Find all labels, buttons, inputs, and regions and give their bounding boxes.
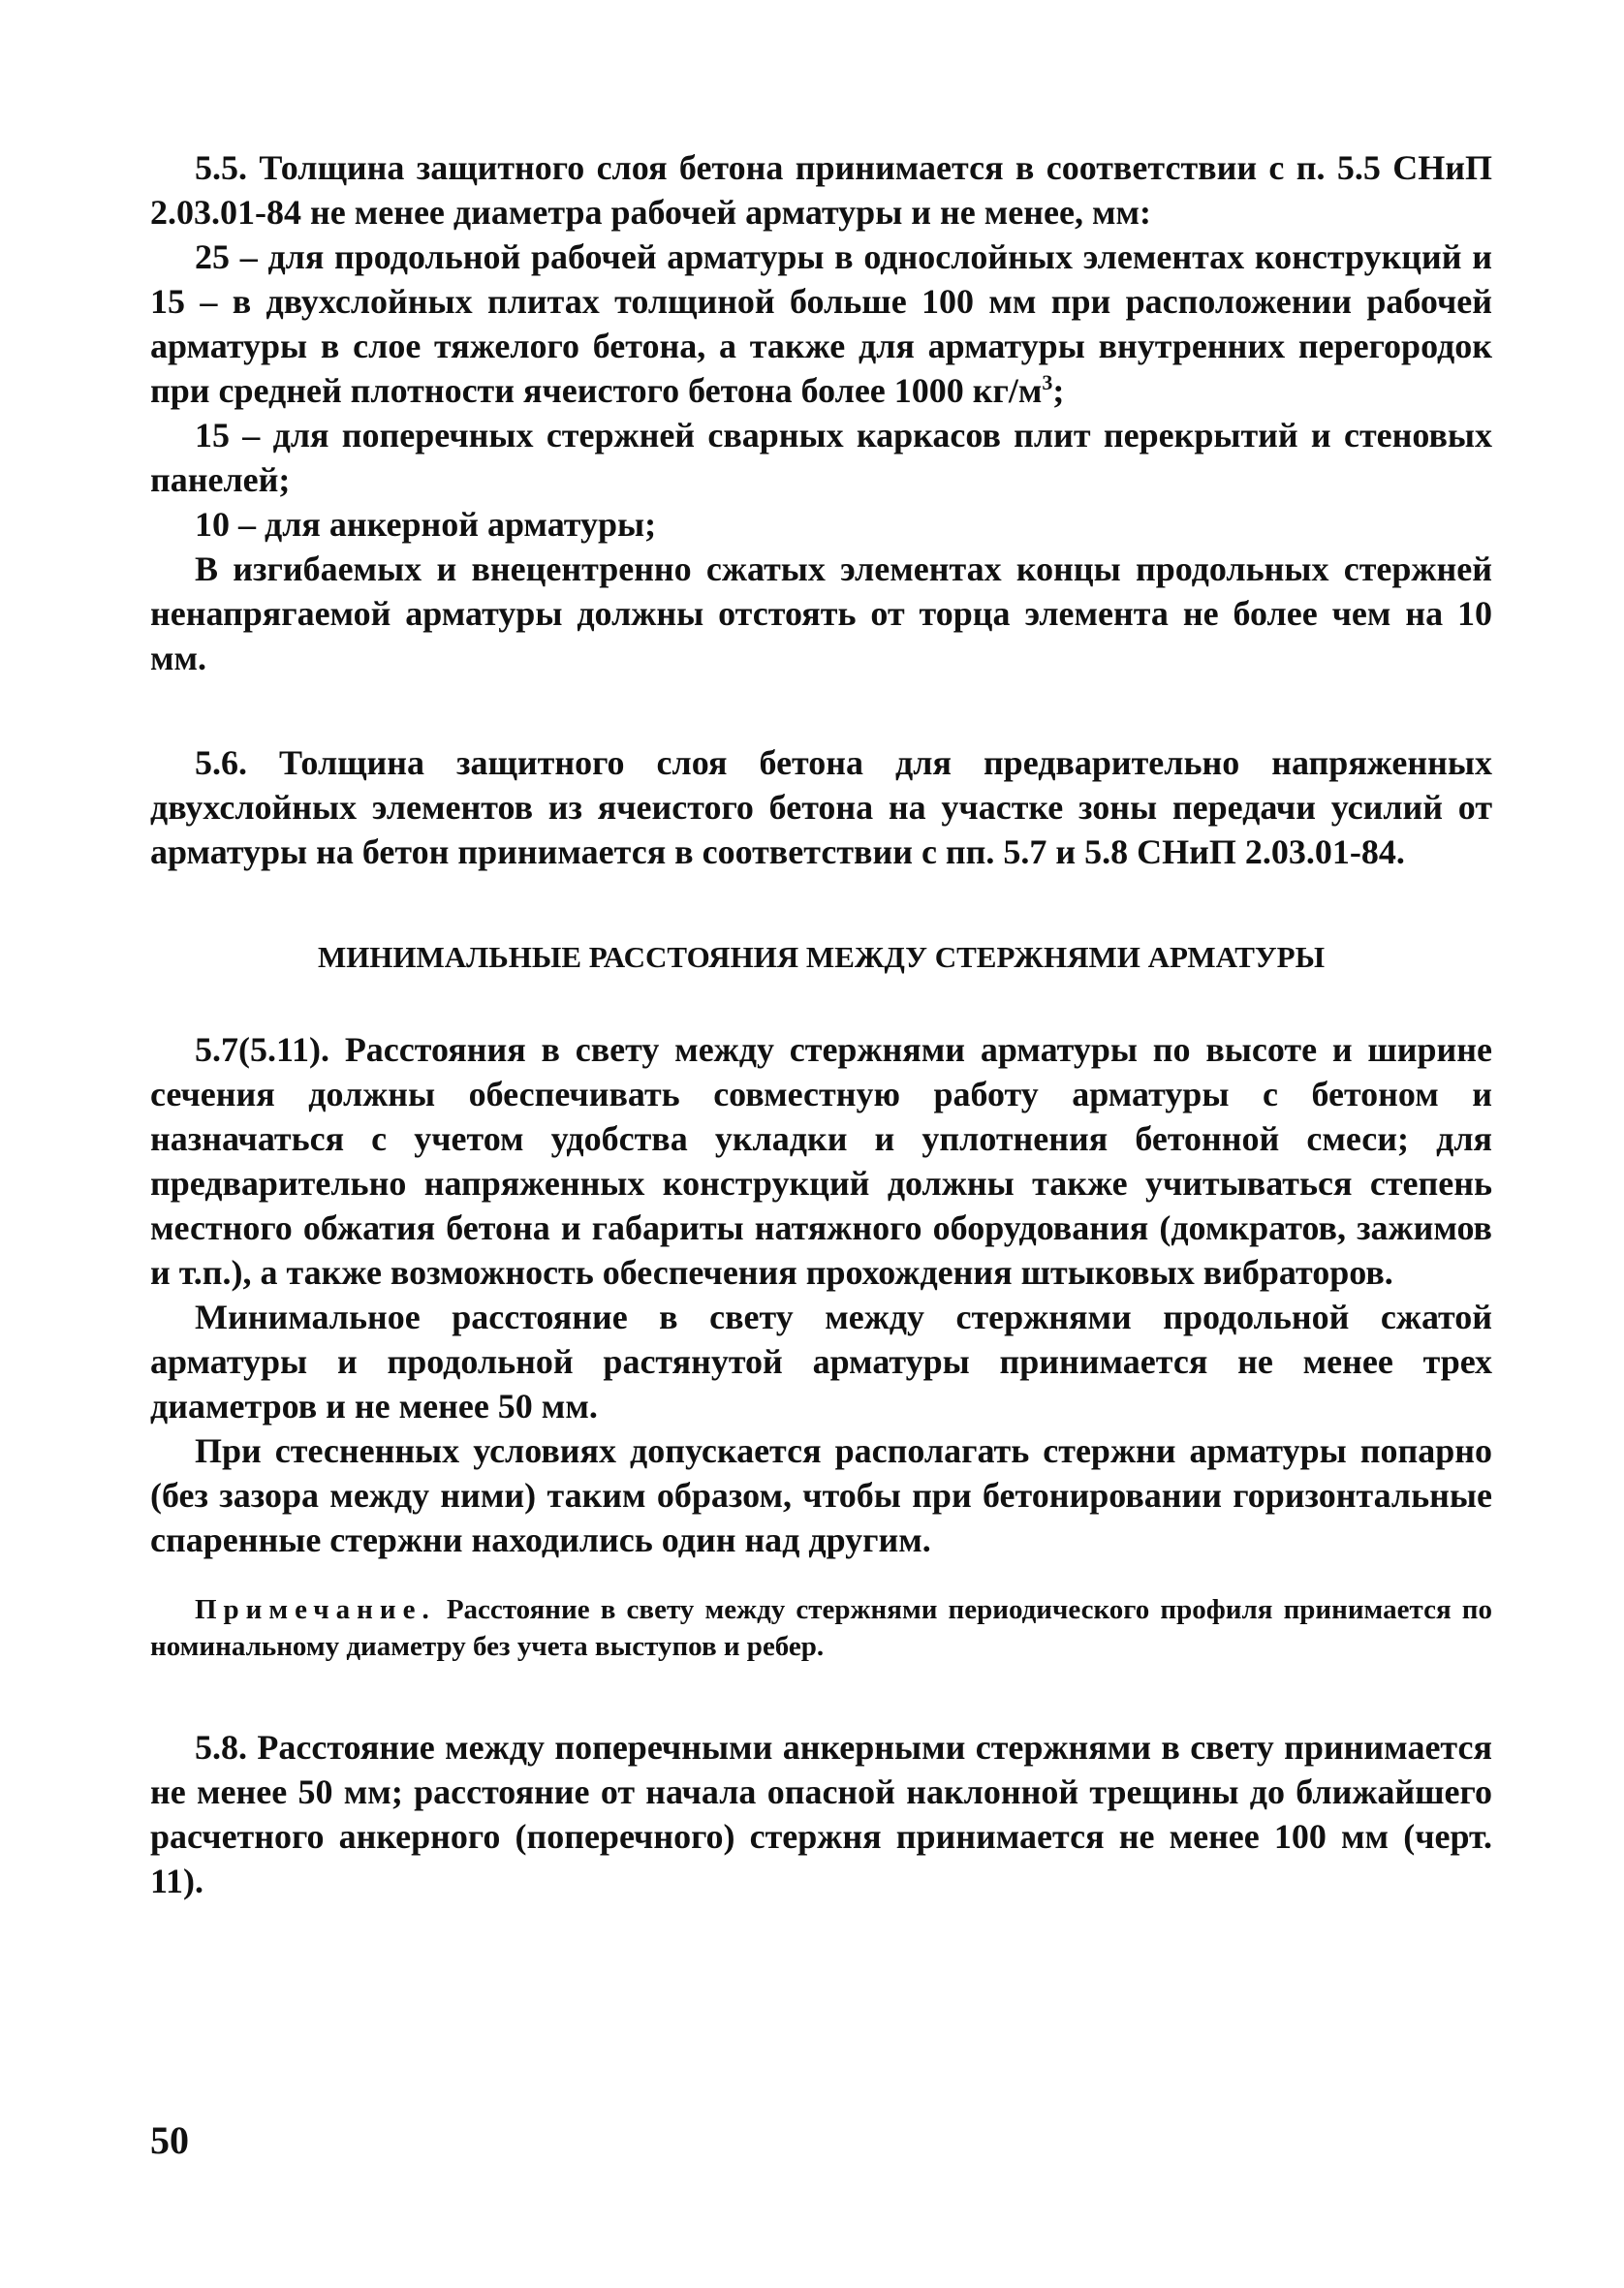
- paragraph-5-6: [150, 740, 1492, 874]
- clause-number: 5.6.: [195, 743, 247, 782]
- paragraph-5-5: [150, 145, 1492, 235]
- paragraph-text-end: ;: [1052, 371, 1065, 410]
- clause-number: 5.5.: [195, 148, 247, 187]
- document-page: [150, 145, 1492, 1903]
- paragraph-text: Толщина защитного слоя бетона принимается в соответствии с п. 5.5 СНиП 2.03.01-84 не менее диаметра рабочей арматуры и не менее, мм:: [150, 148, 1492, 232]
- paragraph-5-8: [150, 1725, 1492, 1903]
- paragraph-5-5-item-25: [150, 235, 1492, 413]
- clause-number: 5.7(5.11).: [195, 1030, 329, 1069]
- paragraph-5-7-min-distance: Минимальное расстояние в свету между стержнями продольной сжатой арматуры и продольной растянутой арматуры принимается не менее трех диаметров и не менее 50 мм.: [150, 1298, 1492, 1426]
- paragraph-text: Толщина защитного слоя бетона для предварительно напряженных двухслойных элементов из ячеистого бетона на участке зоны передачи усилий от арматуры на бетон принимается в соответствии с пп. 5.7 и 5.8 СНиП 2.03.01-84.: [150, 743, 1493, 871]
- section-heading: МИНИМАЛЬНЫЕ РАССТОЯНИЯ МЕЖДУ СТЕРЖНЯМИ АРМАТУРЫ: [317, 940, 1326, 974]
- paragraph-5-5-ends: В изгибаемых и внецентренно сжатых элементах концы продольных стержней ненапрягаемой арматуры должны отстоять от торца элемента не более чем на 10 мм.: [150, 549, 1492, 677]
- superscript: 3: [1042, 370, 1053, 394]
- note-label: Примечание.: [195, 1594, 436, 1625]
- note-text: Расстояние в свету между стержнями периодического профиля принимается по номинальному диаметру без учета выступов и ребер.: [150, 1594, 1492, 1662]
- paragraph-text: Расстояние между поперечными анкерными стержнями в свету принимается не менее 50 мм; расстояние от начала опасной наклонной трещины до ближайшего расчетного анкерного (поперечного) стержня принимается не менее 100 мм (черт. 11).: [150, 1728, 1492, 1900]
- paragraph-5-5-item-10: 10 – для анкерной арматуры;: [195, 505, 657, 544]
- clause-number: 5.8.: [195, 1728, 247, 1767]
- paragraph-text: 25 – для продольной рабочей арматуры в однослойных элементах конструкций и 15 – в двухслойных плитах толщиной больше 100 мм при расположении рабочей арматуры в слое тяжелого бетона, а также для арматуры внутренних перегородок при средней плотности ячеистого бетона более 1000 кг/м: [150, 237, 1492, 410]
- paragraph-text: Расстояния в свету между стержнями арматуры по высоте и ширине сечения должны обеспечивать совместную работу арматуры с бетоном и назначаться с учетом удобства укладки и уплотнения бетонной смеси; для предварительно напряженных конструкций должны также учитываться степень местного обжатия бетона и габариты натяжного оборудования (домкратов, зажимов и т.п.), а также возможность обеспечения прохождения штыковых вибраторов.: [150, 1030, 1493, 1292]
- note: [150, 1591, 1492, 1665]
- paragraph-5-7: [150, 1027, 1492, 1295]
- paragraph-5-7-constrained: При стесненных условиях допускается располагать стержни арматуры попарно (без зазора между ними) таким образом, чтобы при бетонировании горизонтальные спаренные стержни находились один над другим.: [150, 1431, 1492, 1559]
- paragraph-5-5-item-15: 15 – для поперечных стержней сварных каркасов плит перекрытий и стеновых панелей;: [150, 416, 1492, 499]
- page-number: 50: [150, 2118, 189, 2162]
